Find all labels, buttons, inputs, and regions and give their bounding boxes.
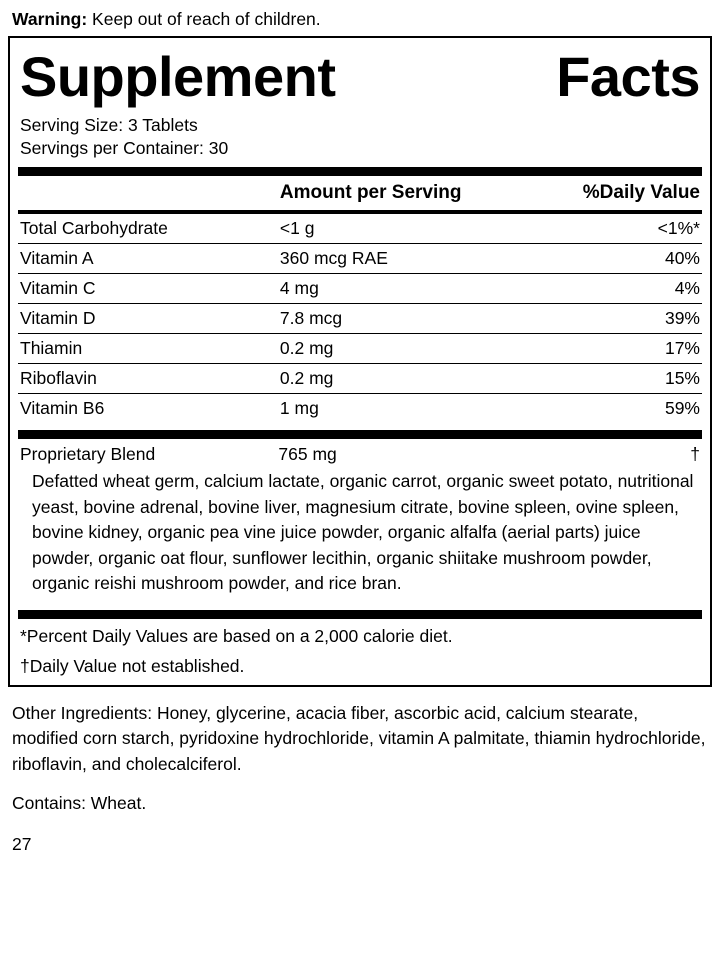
nutrient-name: Vitamin D: [18, 304, 278, 334]
nutrient-dv: <1%*: [538, 214, 702, 244]
nutrient-name: Total Carbohydrate: [18, 214, 278, 244]
nutrient-amount: 0.2 mg: [278, 364, 538, 394]
serving-size: Serving Size: 3 Tablets: [20, 115, 198, 135]
header-daily-value: %Daily Value: [582, 182, 700, 203]
contains-statement: Contains: Wheat.: [12, 793, 147, 813]
supplement-facts-panel: [8, 36, 712, 687]
blend-name: Proprietary Blend: [20, 444, 156, 464]
nutrient-amount: 4 mg: [278, 274, 538, 304]
nutrient-table: [18, 176, 702, 210]
nutrient-dv: 4%: [538, 274, 702, 304]
proprietary-blend-row: [18, 439, 702, 467]
title-supplement: Supplement: [20, 45, 336, 108]
divider-thick-footnote: [18, 610, 702, 619]
table-row: [18, 244, 702, 274]
blend-ingredients: Defatted wheat germ, calcium lactate, organic carrot, organic sweet potato, nutritional yeast, bovine adrenal, bovine liver, magnesium citrate, bovine spleen, ovine spleen, bovine kidney, organic pea vine juice powder, organic alfalfa (aerial parts) juice powder, organic oat flour, sunflower lecithin, organic shiitake mushroom powder, organic reishi mushroom powder, and rice bran.: [32, 471, 694, 593]
header-nutrient: [18, 176, 278, 210]
nutrient-name: Vitamin B6: [20, 398, 105, 418]
table-row: [18, 334, 702, 364]
other-ingredients: Other Ingredients: Honey, glycerine, acacia fiber, ascorbic acid, calcium stearate, modified corn starch, pyridoxine hydrochloride, vitamin A palmitate, thiamin hydrochloride, riboflavin, and cholecalciferol.: [12, 702, 706, 774]
nutrient-name: Vitamin A: [18, 244, 278, 274]
nutrient-dv: 59%: [664, 398, 700, 418]
nutrient-dv: 39%: [538, 304, 702, 334]
warning-text: Keep out of reach of children.: [87, 9, 321, 29]
blend-dv: †: [690, 444, 700, 464]
divider-thick-blend: [18, 430, 702, 439]
warning-label: Warning:: [12, 9, 88, 29]
table-row: [18, 214, 702, 244]
nutrient-amount: 360 mcg RAE: [278, 244, 538, 274]
page-number: 27: [12, 834, 32, 854]
nutrient-name: Vitamin C: [18, 274, 278, 304]
table-row: [18, 274, 702, 304]
table-row: [18, 364, 702, 394]
warning-line: [8, 0, 712, 36]
table-header-row: [18, 176, 702, 210]
supplement-facts-title: [18, 42, 702, 114]
nutrient-dv: 17%: [538, 334, 702, 364]
blend-amount: 765 mg: [278, 444, 337, 464]
footnote-daily-values: *Percent Daily Values are based on a 2,000 calorie diet.: [20, 625, 453, 646]
nutrient-amount: <1 g: [278, 214, 538, 244]
nutrient-dv: 40%: [538, 244, 702, 274]
nutrient-amount: 7.8 mcg: [278, 304, 538, 334]
nutrient-dv: 15%: [538, 364, 702, 394]
divider-thick-top: [18, 167, 702, 176]
table-row: [18, 304, 702, 334]
table-row: [18, 394, 702, 424]
servings-per-container: Servings per Container: 30: [20, 138, 229, 158]
footnote-dv-not-established: †Daily Value not established.: [20, 655, 245, 676]
nutrient-name: Riboflavin: [18, 364, 278, 394]
header-amount-per-serving: Amount per Serving: [279, 182, 462, 203]
nutrient-name: Thiamin: [18, 334, 278, 364]
title-facts: Facts: [556, 45, 700, 108]
nutrient-amount: 1 mg: [279, 398, 319, 418]
nutrient-rows: [18, 214, 702, 423]
nutrient-amount: 0.2 mg: [278, 334, 538, 364]
